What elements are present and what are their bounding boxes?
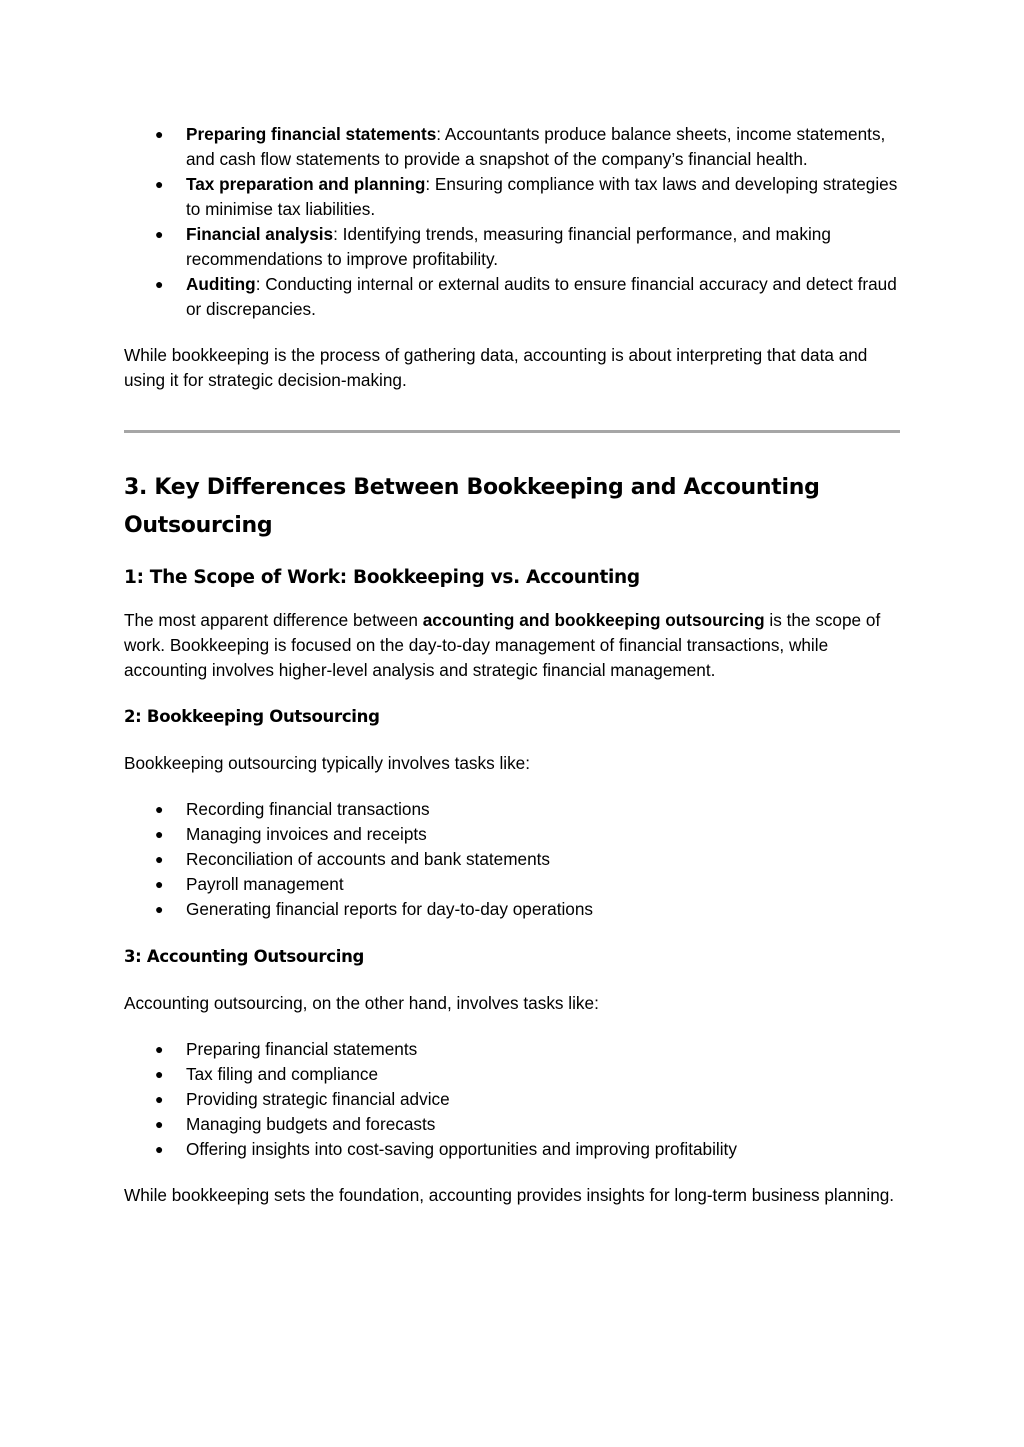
- list-item-text: Managing invoices and receipts: [186, 824, 427, 844]
- accounting-intro: Accounting outsourcing, on the other hand, involves tasks like:: [124, 993, 599, 1013]
- list-item-text: : Accountants produce balance sheets, income statements, and cash flow statements to provide a snapshot of the company’s financial health.: [186, 124, 886, 169]
- bullet-icon: ●: [155, 901, 164, 917]
- bullet-icon: ●: [155, 1041, 164, 1057]
- list-item-term: Auditing: [186, 274, 256, 294]
- scope-paragraph: [124, 608, 900, 683]
- list-item-text: Preparing financial statements: [186, 1039, 418, 1059]
- list-item: [124, 1137, 900, 1162]
- list-item-text: : Identifying trends, measuring financial performance, and making recommendations to improve profitability.: [186, 224, 831, 269]
- list-item-text: Recording financial transactions: [186, 799, 430, 819]
- list-item: [124, 1087, 900, 1112]
- bookkeeping-heading: 2: Bookkeeping Outsourcing: [124, 707, 380, 726]
- scope-text-start: The most apparent difference between: [124, 610, 423, 630]
- list-item: [124, 822, 900, 847]
- scope-text-end: is the scope of work. Bookkeeping is focused on the day-to-day management of financial transactions, while accounting involves higher-level analysis and strategic financial management.: [124, 610, 881, 680]
- list-item: [124, 847, 900, 872]
- bullet-icon: ●: [155, 1066, 164, 1082]
- list-item-text: Offering insights into cost-saving opportunities and improving profitability: [186, 1139, 737, 1159]
- list-item-text: Providing strategic financial advice: [186, 1089, 450, 1109]
- section-heading: 3. Key Differences Between Bookkeeping and Accounting Outsourcing: [124, 475, 820, 538]
- list-item: [124, 797, 900, 822]
- bullet-icon: ●: [155, 801, 164, 817]
- bullet-icon: ●: [155, 276, 164, 292]
- bullet-icon: ●: [155, 226, 164, 242]
- bookkeeping-task-list: [124, 797, 900, 922]
- list-item: [124, 122, 900, 172]
- list-item-text: Payroll management: [186, 874, 344, 894]
- bullet-icon: ●: [155, 1116, 164, 1132]
- list-item: [124, 172, 900, 222]
- bullet-icon: ●: [155, 826, 164, 842]
- list-item-term: Financial analysis: [186, 224, 334, 244]
- list-item-text: Generating financial reports for day-to-day operations: [186, 899, 593, 919]
- list-item-text: Tax filing and compliance: [186, 1064, 379, 1084]
- list-item: [124, 222, 900, 272]
- scope-heading: 1: The Scope of Work: Bookkeeping vs. Accounting: [124, 567, 640, 588]
- accounting-task-list: [124, 1037, 900, 1162]
- list-item: [124, 872, 900, 897]
- list-item: [124, 897, 900, 922]
- list-item: [124, 1037, 900, 1062]
- list-item-text: : Ensuring compliance with tax laws and developing strategies to minimise tax liabilities.: [186, 174, 898, 219]
- list-item: [124, 272, 900, 322]
- accounting-heading: 3: Accounting Outsourcing: [124, 947, 365, 966]
- bullet-icon: ●: [155, 851, 164, 867]
- list-item: [124, 1062, 900, 1087]
- list-item: [124, 1112, 900, 1137]
- list-item-text: : Conducting internal or external audits to ensure financial accuracy and detect fraud or discrepancies.: [186, 274, 897, 319]
- bullet-icon: ●: [155, 1141, 164, 1157]
- list-item-term: Preparing financial statements: [186, 124, 437, 144]
- bullet-icon: ●: [155, 876, 164, 892]
- scope-text-bold: accounting and bookkeeping outsourcing: [422, 610, 765, 630]
- horizontal-rule: [124, 430, 900, 433]
- list-item-text: Managing budgets and forecasts: [186, 1114, 436, 1134]
- bookkeeping-intro: Bookkeeping outsourcing typically involves tasks like:: [124, 753, 531, 773]
- intro-paragraph: While bookkeeping is the process of gathering data, accounting is about interpreting that data and using it for strategic decision-making.: [124, 345, 868, 390]
- bullet-icon: ●: [155, 176, 164, 192]
- document-page: [124, 122, 900, 1208]
- bullet-icon: ●: [155, 126, 164, 142]
- bullet-icon: ●: [155, 1091, 164, 1107]
- list-item-text: Reconciliation of accounts and bank statements: [186, 849, 551, 869]
- closing-paragraph: While bookkeeping sets the foundation, accounting provides insights for long-term business planning.: [124, 1185, 895, 1205]
- intro-bullet-list: [124, 122, 900, 322]
- list-item-term: Tax preparation and planning: [186, 174, 426, 194]
